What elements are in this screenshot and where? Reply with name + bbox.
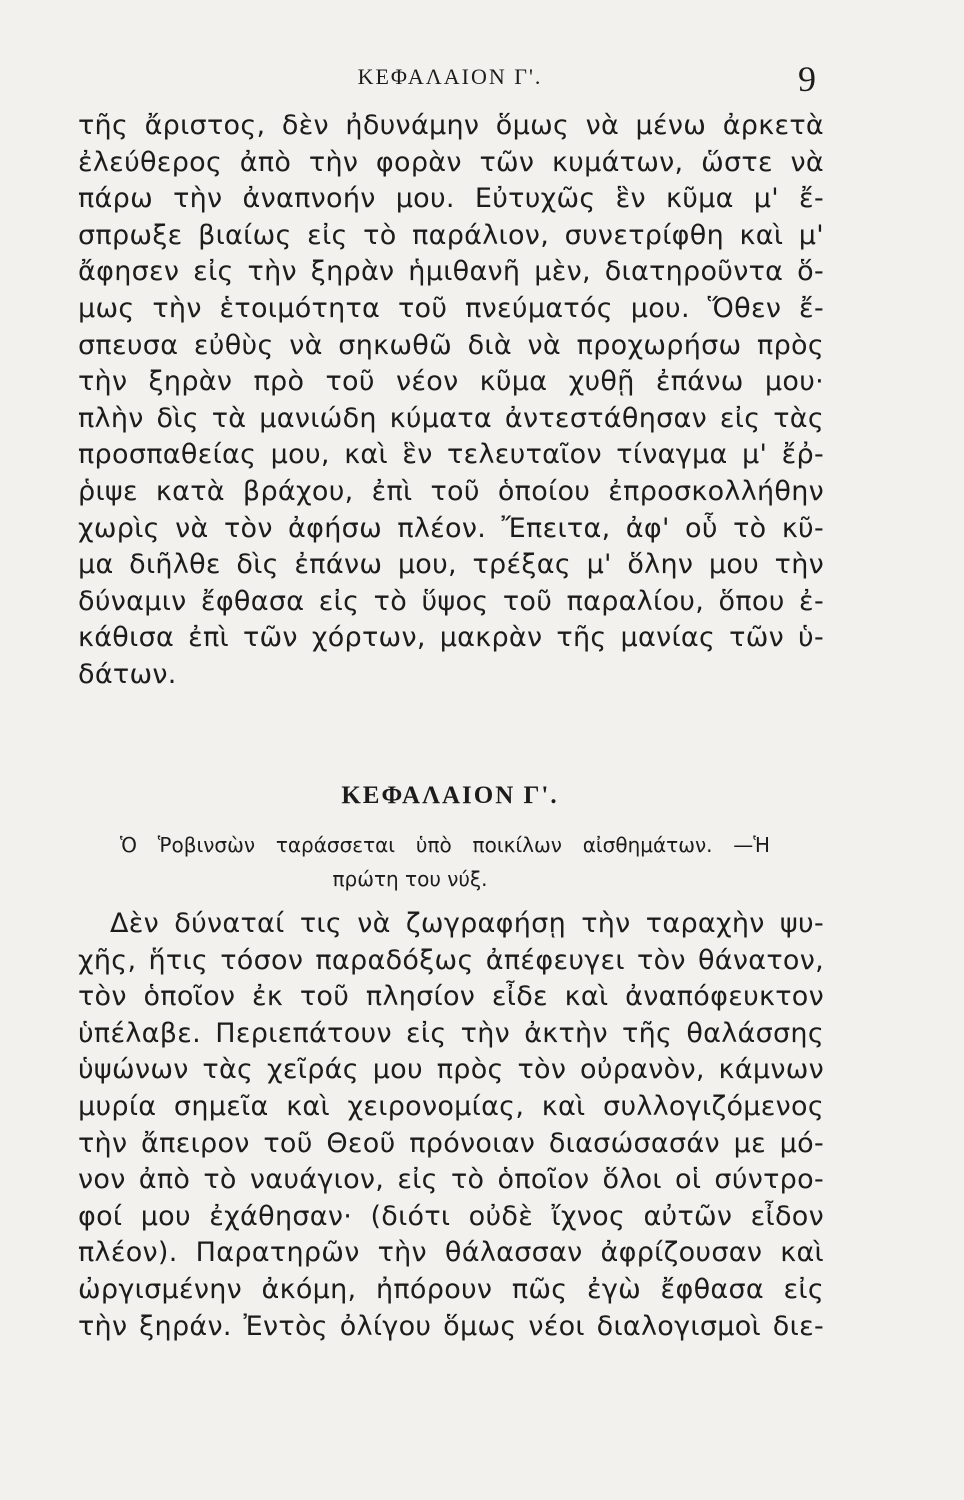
text-line: Δὲν δύναταί τις νὰ ζωγραφήσῃ τὴν ταραχὴν ψυ- (110, 908, 824, 939)
text-line: χῆς, ἥτις τόσον παραδόξως ἀπέφευγει τὸν θάνατον, (78, 944, 824, 976)
paragraph-2 (78, 906, 824, 1345)
text-line: τὴν ἄπειρον τοῦ Θεοῦ πρόνοιαν διασώσασάν με μό- (78, 1127, 824, 1159)
text-line: χωρὶς νὰ τὸν ἀφήσω πλέον. Ἔπειτα, ἀφ' οὗ τὸ κῦ- (78, 512, 824, 544)
text-line: τῆς ἄριστος, δὲν ἠδυνάμην ὅμως νὰ μένω ἀρκετὰ (78, 110, 824, 141)
text-line: δάτων. (78, 658, 177, 690)
text-line: πλέον). Παρατηρῶν τὴν θάλασσαν ἀφρίζουσαν καὶ (78, 1237, 824, 1269)
text-line: ὑψώνων τὰς χεῖράς μου πρὸς τὸν οὐρανὸν, κάμνων (78, 1054, 824, 1086)
text-line: ἐλεύθερος ἀπὸ τὴν φορὰν τῶν κυμάτων, ὥστε νὰ (78, 146, 824, 178)
text-line: κάθισα ἐπὶ τῶν χόρτων, μακρὰν τῆς μανίας τῶν ὑ- (78, 622, 824, 654)
paragraph-1 (78, 108, 824, 694)
text-line: πλὴν δὶς τὰ μανιώδη κύματα ἀντεστάθησαν εἰς τὰς (78, 402, 824, 434)
text-line: μα διῆλθε δὶς ἐπάνω μου, τρέξας μ' ὅλην μου τὴν (78, 549, 824, 581)
text-line: τὸν ὁποῖον ἐκ τοῦ πλησίον εἶδε καὶ ἀναπόφευκτον (78, 981, 824, 1013)
text-line: νον ἀπὸ τὸ ναυάγιον, εἰς τὸ ὁποῖον ὅλοι οἱ σύντρο- (78, 1164, 824, 1196)
page-number: 9 (798, 59, 816, 99)
running-head (0, 58, 964, 98)
chapter-summary (120, 828, 770, 896)
text-line: ῥιψε κατὰ βράχου, ἐπὶ τοῦ ὁποίου ἐπροσκολλήθην (78, 475, 824, 507)
text-line: φοί μου ἐχάθησαν· (διότι οὐδὲ ἴχνος αὐτῶν εἶδον (78, 1200, 824, 1232)
text-line: τὴν ξηράν. Ἐντὸς ὀλίγου ὅμως νέοι διαλογισμοὶ διε- (78, 1310, 824, 1342)
text-line: σπρωξε βιαίως εἰς τὸ παράλιον, συνετρίφθη καὶ μ' (78, 219, 824, 251)
text-line: μως τὴν ἑτοιμότητα τοῦ πνεύματός μου. Ὅθεν ἔ- (78, 292, 824, 324)
text-line: προσπαθείας μου, καὶ ἓν τελευταῖον τίναγμα μ' ἔῤ- (78, 439, 824, 471)
text-line: τὴν ξηρὰν πρὸ τοῦ νέον κῦμα χυθῇ ἐπάνω μου· (78, 366, 824, 398)
summary-line: Ὁ Ῥοβινσὼν ταράσσεται ὑπὸ ποικίλων αἰσθημάτων. —Ἡ (120, 833, 770, 857)
text-line: ὑπέλαβε. Περιεπάτουν εἰς τὴν ἀκτὴν τῆς θαλάσσης (78, 1017, 824, 1049)
text-line: ὠργισμένην ἀκόμη, ἠπόρουν πῶς ἐγὼ ἔφθασα εἰς (78, 1273, 824, 1305)
text-line: σπευσα εὐθὺς νὰ σηκωθῶ διὰ νὰ προχωρήσω πρὸς (78, 329, 824, 361)
chapter-heading: ΚΕΦΑΛΑΙΟΝ Γ'. (341, 782, 559, 809)
text-line: ἄφησεν εἰς τὴν ξηρὰν ἡμιθανῆ μὲν, διατηροῦντα ὅ- (78, 256, 824, 288)
text-line: δύναμιν ἔφθασα εἰς τὸ ὕψος τοῦ παραλίου, ὅπου ἐ- (78, 585, 824, 617)
running-title: ΚΕΦΑΛΑΙΟΝ Γ'. (357, 64, 543, 89)
summary-line: πρώτη του νύξ. (332, 867, 488, 891)
text-line: πάρω τὴν ἀναπνοήν μου. Εὐτυχῶς ἓν κῦμα μ' ἔ- (78, 183, 824, 215)
text-line: μυρία σημεῖα καὶ χειρονομίας, καὶ συλλογιζόμενος (78, 1090, 824, 1122)
